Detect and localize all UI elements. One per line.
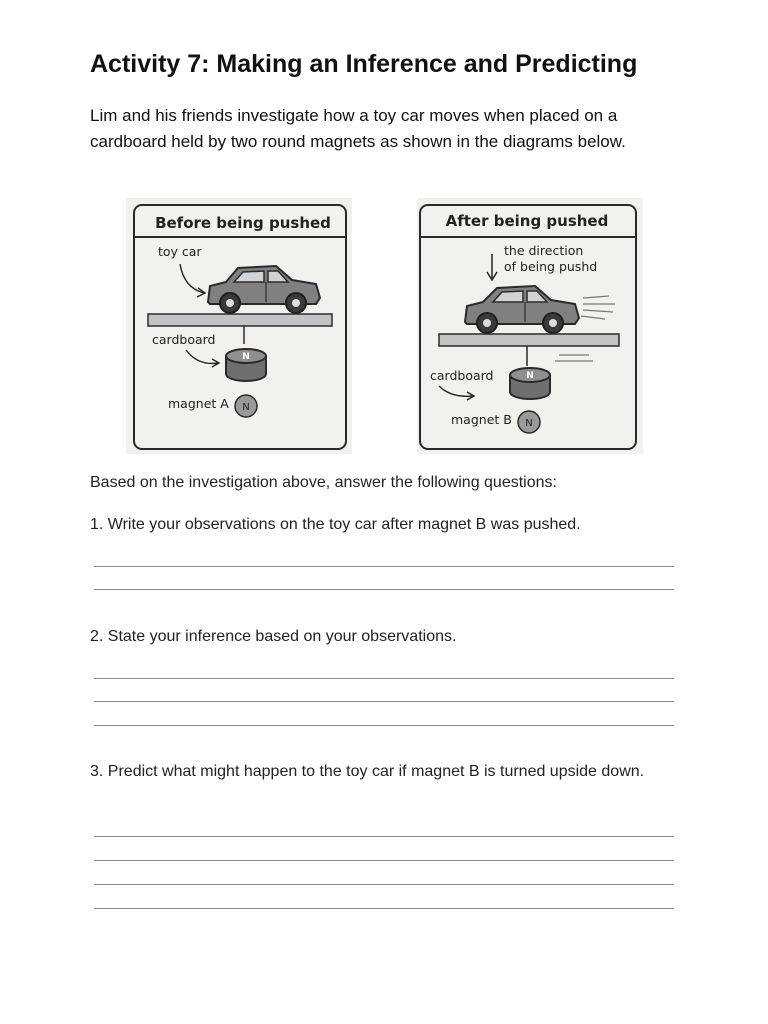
- svg-text:N: N: [242, 402, 250, 413]
- answer-line[interactable]: [94, 884, 674, 885]
- magnet-cylinder-icon: [510, 368, 550, 399]
- svg-text:N: N: [242, 352, 250, 362]
- question-1: 1. Write your observations on the toy car after magnet B was pushed.: [90, 516, 581, 533]
- answer-line[interactable]: [94, 589, 674, 590]
- diagram-before-title: Before being pushed: [155, 214, 331, 232]
- diagram-before-pushed: [126, 198, 352, 454]
- cardboard-icon: [148, 314, 332, 326]
- intro-paragraph: Lim and his friends investigate how a toy car moves when placed on a cardboard held by two round magnets as shown in the diagrams below.: [90, 106, 626, 151]
- magnet-a-label: magnet A: [168, 396, 229, 411]
- svg-text:N: N: [525, 418, 533, 429]
- direction-label-line1: the direction: [504, 243, 584, 258]
- answer-line[interactable]: [94, 908, 674, 909]
- question-2: 2. State your inference based on your observations.: [90, 628, 457, 645]
- page-title: Activity 7: Making an Inference and Predicting: [90, 50, 638, 78]
- answer-line[interactable]: [94, 836, 674, 837]
- diagram-after-title: After being pushed: [445, 212, 609, 230]
- answer-line[interactable]: [94, 860, 674, 861]
- magnet-cylinder-icon: [226, 349, 266, 381]
- answer-line[interactable]: [94, 678, 674, 679]
- svg-text:N: N: [526, 371, 534, 381]
- answer-line[interactable]: [94, 701, 674, 702]
- answer-line[interactable]: [94, 725, 674, 726]
- question-3: 3. Predict what might happen to the toy car if magnet B is turned upside down.: [90, 763, 645, 780]
- magnet-b-label: magnet B: [451, 412, 512, 427]
- cardboard-icon: [439, 334, 619, 346]
- direction-label-line2: of being pushd: [504, 259, 598, 274]
- cardboard-label: cardboard: [430, 368, 494, 383]
- questions-lead: Based on the investigation above, answer the following questions:: [90, 474, 557, 491]
- answer-line[interactable]: [94, 566, 674, 567]
- cardboard-label: cardboard: [152, 332, 216, 347]
- toy-car-label: toy car: [158, 244, 202, 259]
- diagram-after-pushed: [417, 198, 643, 454]
